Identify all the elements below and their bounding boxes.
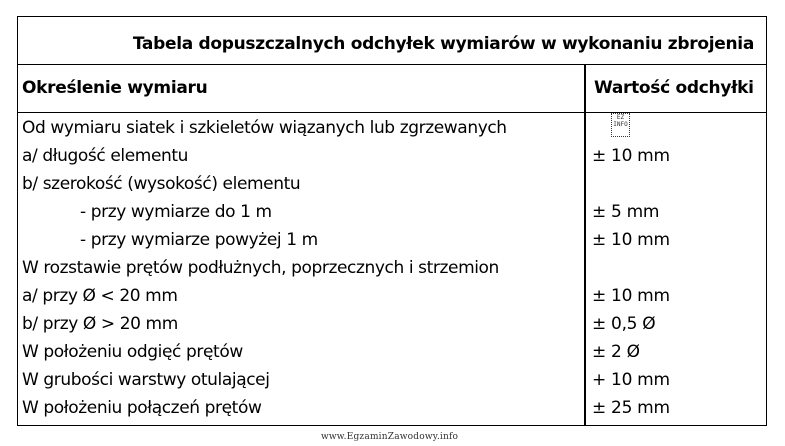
row-label: W położeniu odgięć prętów (22, 342, 243, 362)
table-row (18, 172, 766, 200)
table-row (18, 284, 766, 312)
row-label: b/ przy Ø > 20 mm (22, 314, 178, 334)
row-label: W grubości warstwy otulającej (22, 370, 270, 390)
table-row (18, 228, 766, 256)
row-value: ± 10 mm (592, 230, 670, 250)
table-row (18, 340, 766, 368)
row-label: - przy wymiarze do 1 m (80, 202, 272, 222)
row-value: ± 10 mm (592, 286, 670, 306)
header-deviation: Wartość odchyłki (594, 78, 754, 98)
source-footer: www.EgzaminZawodowy.info (321, 432, 459, 442)
row-label: a/ długość elementu (22, 146, 189, 166)
row-value: ± 10 mm (592, 146, 670, 166)
table-row (18, 368, 766, 396)
table-row (18, 312, 766, 340)
watermark-stamp: EZ INFO (611, 113, 630, 137)
row-label: b/ szerokość (wysokość) elementu (22, 174, 301, 194)
table-row (18, 396, 766, 424)
row-label: - przy wymiarze powyżej 1 m (80, 230, 318, 250)
header-dimension: Określenie wymiaru (22, 78, 208, 98)
table-row (18, 256, 766, 284)
row-label: Od wymiaru siatek i szkieletów wiązanych lub zgrzewanych (22, 118, 507, 138)
table-row (18, 200, 766, 228)
table-row (18, 116, 766, 144)
row-label: a/ przy Ø < 20 mm (22, 286, 178, 306)
row-label: W rozstawie prętów podłużnych, poprzecznych i strzemion (22, 258, 499, 278)
row-value: ± 2 Ø (592, 342, 640, 362)
deviation-table (17, 16, 767, 426)
row-value: ± 5 mm (592, 202, 660, 222)
table-title: Tabela dopuszczalnych odchyłek wymiarów w wykonaniu zbrojenia (132, 34, 754, 54)
table-title-row (18, 17, 766, 65)
row-value: ± 0,5 Ø (592, 314, 656, 334)
row-value: + 10 mm (592, 370, 670, 390)
table-row (18, 144, 766, 172)
row-label: W położeniu połączeń prętów (22, 398, 262, 418)
table-header-row (18, 65, 766, 113)
row-value: ± 25 mm (592, 398, 670, 418)
